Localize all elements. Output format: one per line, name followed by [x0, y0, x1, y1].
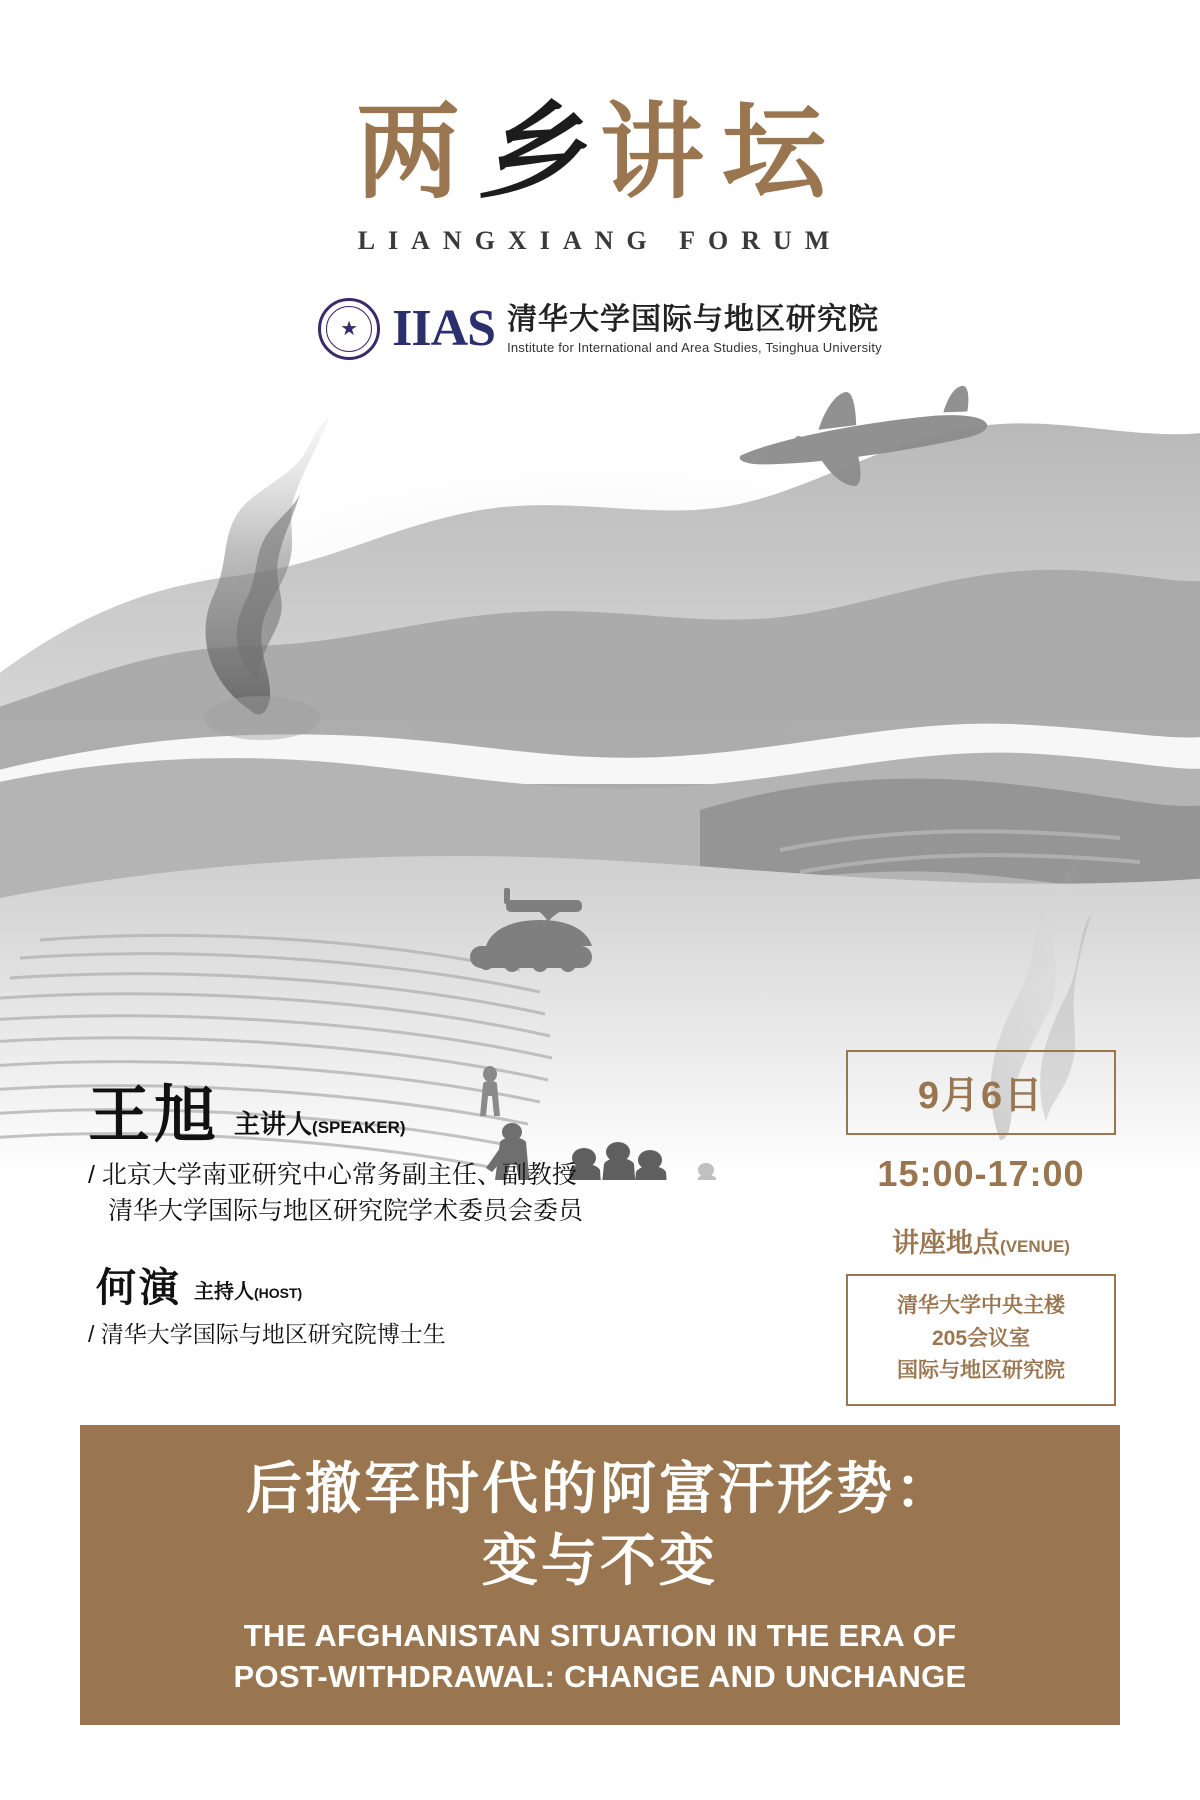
- speaker-name-row: [88, 1081, 583, 1150]
- speaker-description: [88, 1157, 583, 1230]
- poster-header: [0, 0, 1200, 420]
- host-role: [194, 1275, 302, 1308]
- event-info-column: [846, 1050, 1116, 1406]
- brand-subtitle-en: LIANGXIANG FORUM: [357, 226, 843, 255]
- host-description: / 清华大学国际与地区研究院博士生: [88, 1320, 446, 1347]
- brand-title-accent: 乡: [477, 90, 600, 213]
- speaker-desc-line1: / 北京大学南亚研究中心常务副主任、副教授: [88, 1161, 577, 1189]
- venue-label-en: (VENUE): [1000, 1237, 1070, 1256]
- speaker-role-en: (SPEAKER): [312, 1118, 406, 1137]
- venue-address: [846, 1274, 1116, 1406]
- speaker-info-block: [88, 1081, 584, 1349]
- host-role-cn: 主持人: [194, 1280, 254, 1303]
- event-time: 15:00-17:00: [877, 1153, 1085, 1194]
- brand-title-part1: 两: [355, 90, 478, 213]
- title-banner: [80, 1425, 1120, 1725]
- host-role-en: (HOST): [254, 1284, 303, 1301]
- institute-name-cn: 清华大学国际与地区研究院: [507, 303, 880, 336]
- host-name-row: [88, 1265, 583, 1310]
- event-date: 9月6日: [846, 1050, 1116, 1135]
- venue-line-3: 国际与地区研究院: [897, 1359, 1065, 1383]
- brand-title: [355, 90, 845, 213]
- speaker-role-cn: 主讲人: [234, 1109, 313, 1139]
- lecture-title-cn-line1: 后撤军时代的阿富汗形势：: [246, 1457, 954, 1521]
- ias-abbr-logo: IIAS: [392, 300, 496, 357]
- star-icon: ★: [340, 318, 359, 340]
- speaker-name: 王旭: [88, 1081, 221, 1150]
- lecture-title-cn-line2: 变与不变: [482, 1528, 718, 1592]
- lecture-title-cn: [246, 1453, 954, 1596]
- institute-name-en: Institute for International and Area Studies, Tsinghua University: [507, 340, 882, 355]
- lecture-title-en-line1: THE AFGHANISTAN SITUATION IN THE ERA OF: [243, 1618, 957, 1654]
- host-name: 何演: [96, 1265, 182, 1310]
- tsinghua-seal-icon: [318, 298, 380, 360]
- speaker-desc-line2: 清华大学国际与地区研究院学术委员会委员: [108, 1197, 584, 1226]
- institute-name-block: [507, 303, 882, 355]
- venue-line-1: 清华大学中央主楼: [897, 1294, 1065, 1317]
- lecture-title-en: [234, 1616, 967, 1697]
- lecture-title-en-line2: POST-WITHDRAWAL: CHANGE AND UNCHANGE: [233, 1658, 967, 1694]
- venue-label-cn: 讲座地点: [892, 1228, 1001, 1258]
- brand-title-part2: 讲坛: [600, 90, 845, 213]
- speaker-role: [234, 1104, 406, 1147]
- venue-line-2: 205会议室: [931, 1326, 1031, 1350]
- venue-label: [846, 1221, 1116, 1260]
- institute-logo: [0, 298, 1200, 360]
